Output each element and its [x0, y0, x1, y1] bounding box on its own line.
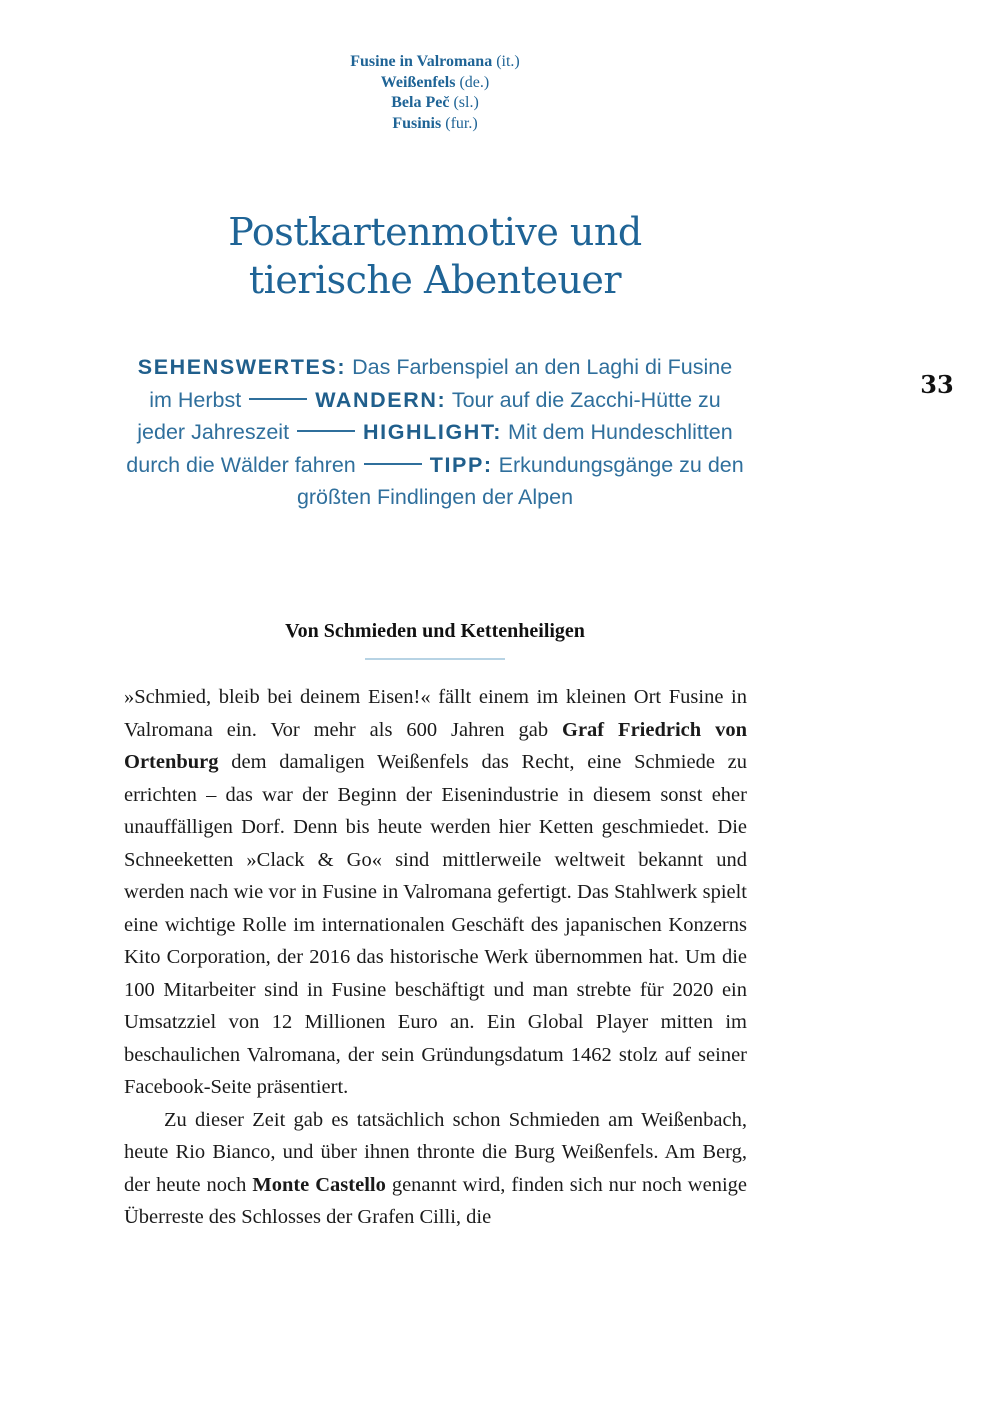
sehenswertes-text: Das Farbenspiel an den Laghi di Fusine im Herbst — [149, 355, 733, 412]
place-name: Weißenfels — [380, 73, 456, 91]
tipp-text: Erkundungsgänge zu den größten Findlingen der Alpen — [296, 452, 744, 509]
place-language: (fur.) — [445, 114, 478, 132]
chapter-title — [135, 208, 735, 304]
place-name: Bela Peč — [391, 94, 450, 111]
place-name: Fusinis — [392, 114, 442, 132]
place-name-line — [185, 114, 685, 135]
paragraph — [124, 681, 747, 1104]
place-names — [185, 52, 685, 134]
paragraph-text: genannt wird, finden sich nur noch wenige Überreste des Schlosses der Grafen Cilli, die — [124, 1173, 747, 1228]
place-name-line — [185, 73, 685, 94]
paragraph-text: Zu dieser Zeit gab es tatsächlich schon Schmieden am Weißenbach, heute Rio Bianco, und über ihnen thronte die Burg Weißenfels. Am Berg, der heute noch — [124, 1108, 747, 1196]
highlight-label: HIGHLIGHT: — [363, 420, 503, 444]
chapter-title-line-2: tierische Abenteuer — [248, 258, 622, 302]
place-language: (it.) — [496, 53, 520, 70]
wandern-label: WANDERN: — [315, 387, 447, 412]
highlight-text: Mit dem Hundeschlitten durch die Wälder fahren — [126, 420, 733, 477]
feature-summary — [125, 351, 745, 514]
chapter-title-line-1: Postkartenmotive und — [228, 210, 642, 254]
section-heading: Von Schmieden und Kettenheiligen — [285, 620, 585, 642]
wandern-text: Tour auf die Zacchi-Hütte zu jeder Jahreszeit — [137, 387, 721, 444]
separator-rule — [364, 463, 422, 465]
place-language: (de.) — [459, 73, 490, 91]
place-language: (sl.) — [453, 94, 479, 111]
separator-rule — [297, 430, 355, 432]
separator-rule — [249, 398, 307, 400]
bold-name: Graf Friedrich von Ortenburg — [124, 718, 747, 773]
paragraph — [124, 1104, 747, 1234]
bold-name: Monte Castello — [252, 1173, 386, 1196]
place-name: Fusine in Valromana — [350, 53, 493, 70]
paragraph-text: dem damaligen Weißenfels das Recht, eine Schmiede zu errichten – das war der Beginn der Eisenindustrie in diesem sonst eher unauffälligen Dorf. Denn bis heute werden hier Ketten geschmiedet. Die Schneeketten »Clack & Go« sind mittlerweile weltweit bekannt und werden nach wie vor in Fusine in Valromana gefertigt. Das Stahlwerk spielt eine wichtige Rolle im internationalen Geschäft des japanischen Konzerns Kito Corporation, der 2016 das historische Werk übernommen hat. Um die 100 Mitarbeiter sind in Fusine beschäftigt und man strebte für 2020 ein Umsatzziel von 12 Millionen Euro an. Ein Global Player mitten im beschaulichen Valromana, der sein Gründungsdatum 1462 stolz auf seiner Facebook-Seite präsentiert. — [124, 751, 747, 1098]
section-divider — [365, 658, 505, 660]
place-name-line — [185, 93, 685, 114]
page-number: 33 — [920, 370, 954, 399]
paragraph-text: »Schmied, bleib bei deinem Eisen!« fällt einem im kleinen Ort Fusine in Valromana ein. Vor mehr als 600 Jahren gab — [124, 686, 747, 741]
sehenswertes-label: SEHENSWERTES: — [137, 355, 347, 379]
tipp-label: TIPP: — [429, 452, 493, 477]
place-name-line — [185, 52, 685, 73]
body-text — [124, 681, 747, 1234]
